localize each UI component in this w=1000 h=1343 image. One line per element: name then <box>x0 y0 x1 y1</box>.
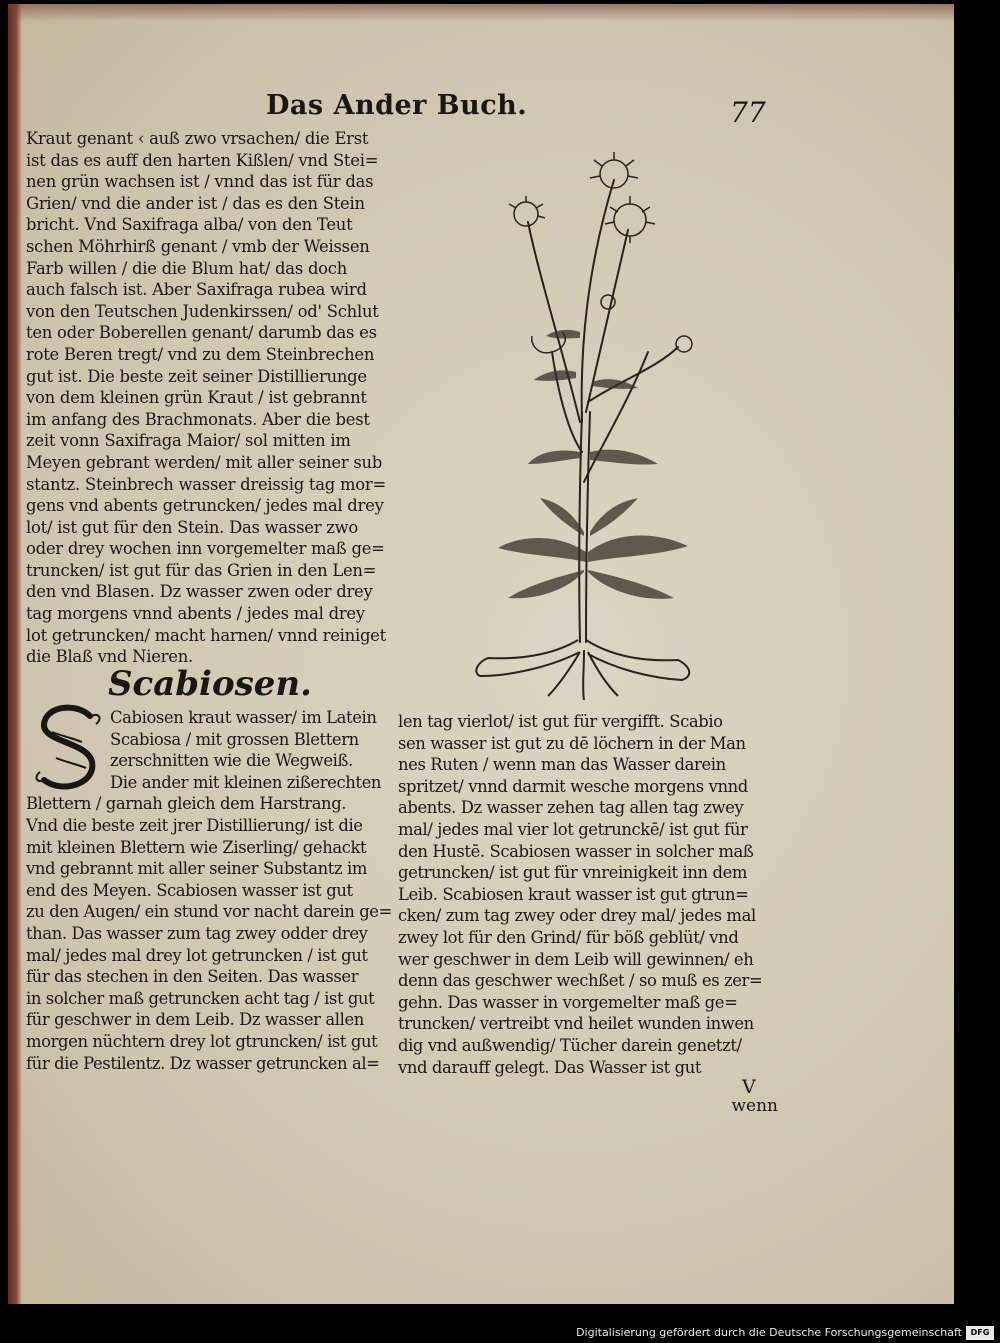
text-line: end des Meyen. Scabiosen wasser ist gut <box>26 880 353 900</box>
text-line: Leib. Scabiosen kraut wasser ist gut gtrun= <box>398 884 749 904</box>
text-line: wer geschwer in dem Leib will gewinnen/ eh <box>398 949 754 969</box>
text-line: vnd gebrannt mit aller seiner Substantz im <box>26 859 367 879</box>
text-line: tag morgens vnnd abents / jedes mal drey <box>26 604 365 624</box>
text-line: gens vnd abents getruncken/ jedes mal drey <box>26 496 384 516</box>
text-line: die Blaß vnd Nieren. <box>26 647 193 667</box>
text-line: Kraut genant ‹ auß zwo vrsachen/ die Erst <box>26 129 369 148</box>
text-line: zerschnitten wie die Wegweiß. <box>110 751 353 771</box>
text-line: auch falsch ist. Aber Saxifraga rubea wird <box>26 280 367 300</box>
text-line: bricht. Vnd Saxifraga alba/ von den Teut <box>26 215 353 235</box>
text-line: zeit vonn Saxifraga Maior/ sol mitten im <box>26 431 351 451</box>
running-title: Das Ander Buch. <box>266 90 528 121</box>
catchword-block <box>718 1076 778 1116</box>
text-line: mal/ jedes mal vier lot getrunckē/ ist gut für <box>398 819 748 839</box>
text-line: zu den Augen/ ein stund vor nacht darein ge= <box>26 902 392 922</box>
text-line: getruncken/ ist gut für vnreinigkeit inn dem <box>398 863 748 883</box>
text-line: Farb willen / die die Blum hat/ das doch <box>26 258 348 278</box>
text-line: Cabiosen kraut wasser/ im Latein <box>110 708 377 727</box>
text-line: mal/ jedes mal drey lot getruncken / ist gut <box>26 945 368 965</box>
signature-mark: V <box>742 1076 756 1098</box>
text-line: den vnd Blasen. Dz wasser zwen oder drey <box>26 582 373 602</box>
text-line: ten oder Boberellen genant/ darumb das es <box>26 323 377 343</box>
text-line: morgen nüchtern drey lot gtruncken/ ist gut <box>26 1031 378 1051</box>
text-line: stantz. Steinbrech wasser dreissig tag mor= <box>26 474 386 494</box>
text-line: oder drey wochen inn vorgemelter maß ge= <box>26 539 385 559</box>
section-heading: Scabiosen. <box>108 664 312 704</box>
text-line: truncken/ vertreibt vnd heilet wunden inwen <box>398 1014 754 1034</box>
right-text-column <box>398 711 762 1078</box>
text-line: vnd darauff gelegt. Das Wasser ist gut <box>398 1057 702 1077</box>
text-line: von den Teutschen Judenkirssen/ od' Schlut <box>26 301 379 321</box>
text-line: rote Beren tregt/ vnd zu dem Steinbrechen <box>26 344 375 364</box>
upper-text-column <box>26 128 386 668</box>
text-line: in solcher maß getruncken acht tag / ist gut <box>26 988 375 1008</box>
book-page <box>8 4 954 1304</box>
text-line: dig vnd außwendig/ Tücher darein genetzt/ <box>398 1035 742 1055</box>
text-line: gehn. Das wasser in vorgemelter maß ge= <box>398 992 738 1012</box>
text-line: Blettern / garnah gleich dem Harstrang. <box>26 794 347 814</box>
text-line: gut ist. Die beste zeit seiner Distillierunge <box>26 366 367 386</box>
text-line: Meyen gebrant werden/ mit aller seiner sub <box>26 452 383 472</box>
text-line: len tag vierlot/ ist gut für vergifft. Scabio <box>398 712 723 731</box>
dfg-logo: DFG <box>966 1326 994 1340</box>
text-line: Vnd die beste zeit jrer Distillierung/ ist die <box>26 815 363 835</box>
text-line: Scabiosa / mit grossen Blettern <box>110 729 359 749</box>
text-line: truncken/ ist gut für das Grien in den Len= <box>26 560 377 580</box>
catchword: wenn <box>731 1096 778 1116</box>
text-line: schen Möhrhirß genant / vmb der Weissen <box>26 236 370 256</box>
text-line: Grien/ vnd die ander ist / das es den Stein <box>26 193 365 213</box>
text-line: für geschwer in dem Leib. Dz wasser allen <box>26 1010 364 1030</box>
text-line: abents. Dz wasser zehen tag allen tag zwey <box>398 798 744 818</box>
plant-woodcut-illustration <box>468 152 708 702</box>
text-line: ist das es auff den harten Kißlen/ vnd Stei= <box>26 150 379 170</box>
left-text-column <box>26 707 392 1074</box>
text-line: nen grün wachsen ist / vnnd das ist für das <box>26 172 374 192</box>
text-line: den Hustē. Scabiosen wasser in solcher maß <box>398 841 754 861</box>
text-line: zwey lot für den Grind/ für böß geblüt/ vnd <box>398 927 739 947</box>
text-line: mit kleinen Blettern wie Ziserling/ gehackt <box>26 837 367 857</box>
text-line: für die Pestilentz. Dz wasser getruncken al= <box>26 1053 380 1073</box>
text-line: denn das geschwer wechßet / so muß es zer= <box>398 971 763 991</box>
viewer-footer <box>0 1304 1000 1343</box>
text-line: cken/ zum tag zwey oder drey mal/ jedes mal <box>398 906 756 926</box>
text-line: sen wasser ist gut zu dē löchern in der Man <box>398 733 746 753</box>
text-line: für das stechen in den Seiten. Das wasser <box>26 967 359 987</box>
funding-credit: Digitalisierung gefördert durch die Deutsche Forschungsgemeinschaft <box>576 1326 962 1339</box>
text-line: nes Ruten / wenn man das Wasser darein <box>398 755 726 775</box>
page-number: 77 <box>730 96 766 129</box>
text-line: von dem kleinen grün Kraut / ist gebrannt <box>26 388 367 408</box>
text-line: Die ander mit kleinen zißerechten <box>110 772 382 792</box>
text-line: lot getruncken/ macht harnen/ vnnd reiniget <box>26 625 386 645</box>
text-line: than. Das wasser zum tag zwey odder drey <box>26 923 368 943</box>
text-line: im anfang des Brachmonats. Aber die best <box>26 409 370 429</box>
text-line: lot/ ist gut für den Stein. Das wasser zwo <box>26 517 359 537</box>
text-line: spritzet/ vnnd darmit wesche morgens vnnd <box>398 776 748 796</box>
